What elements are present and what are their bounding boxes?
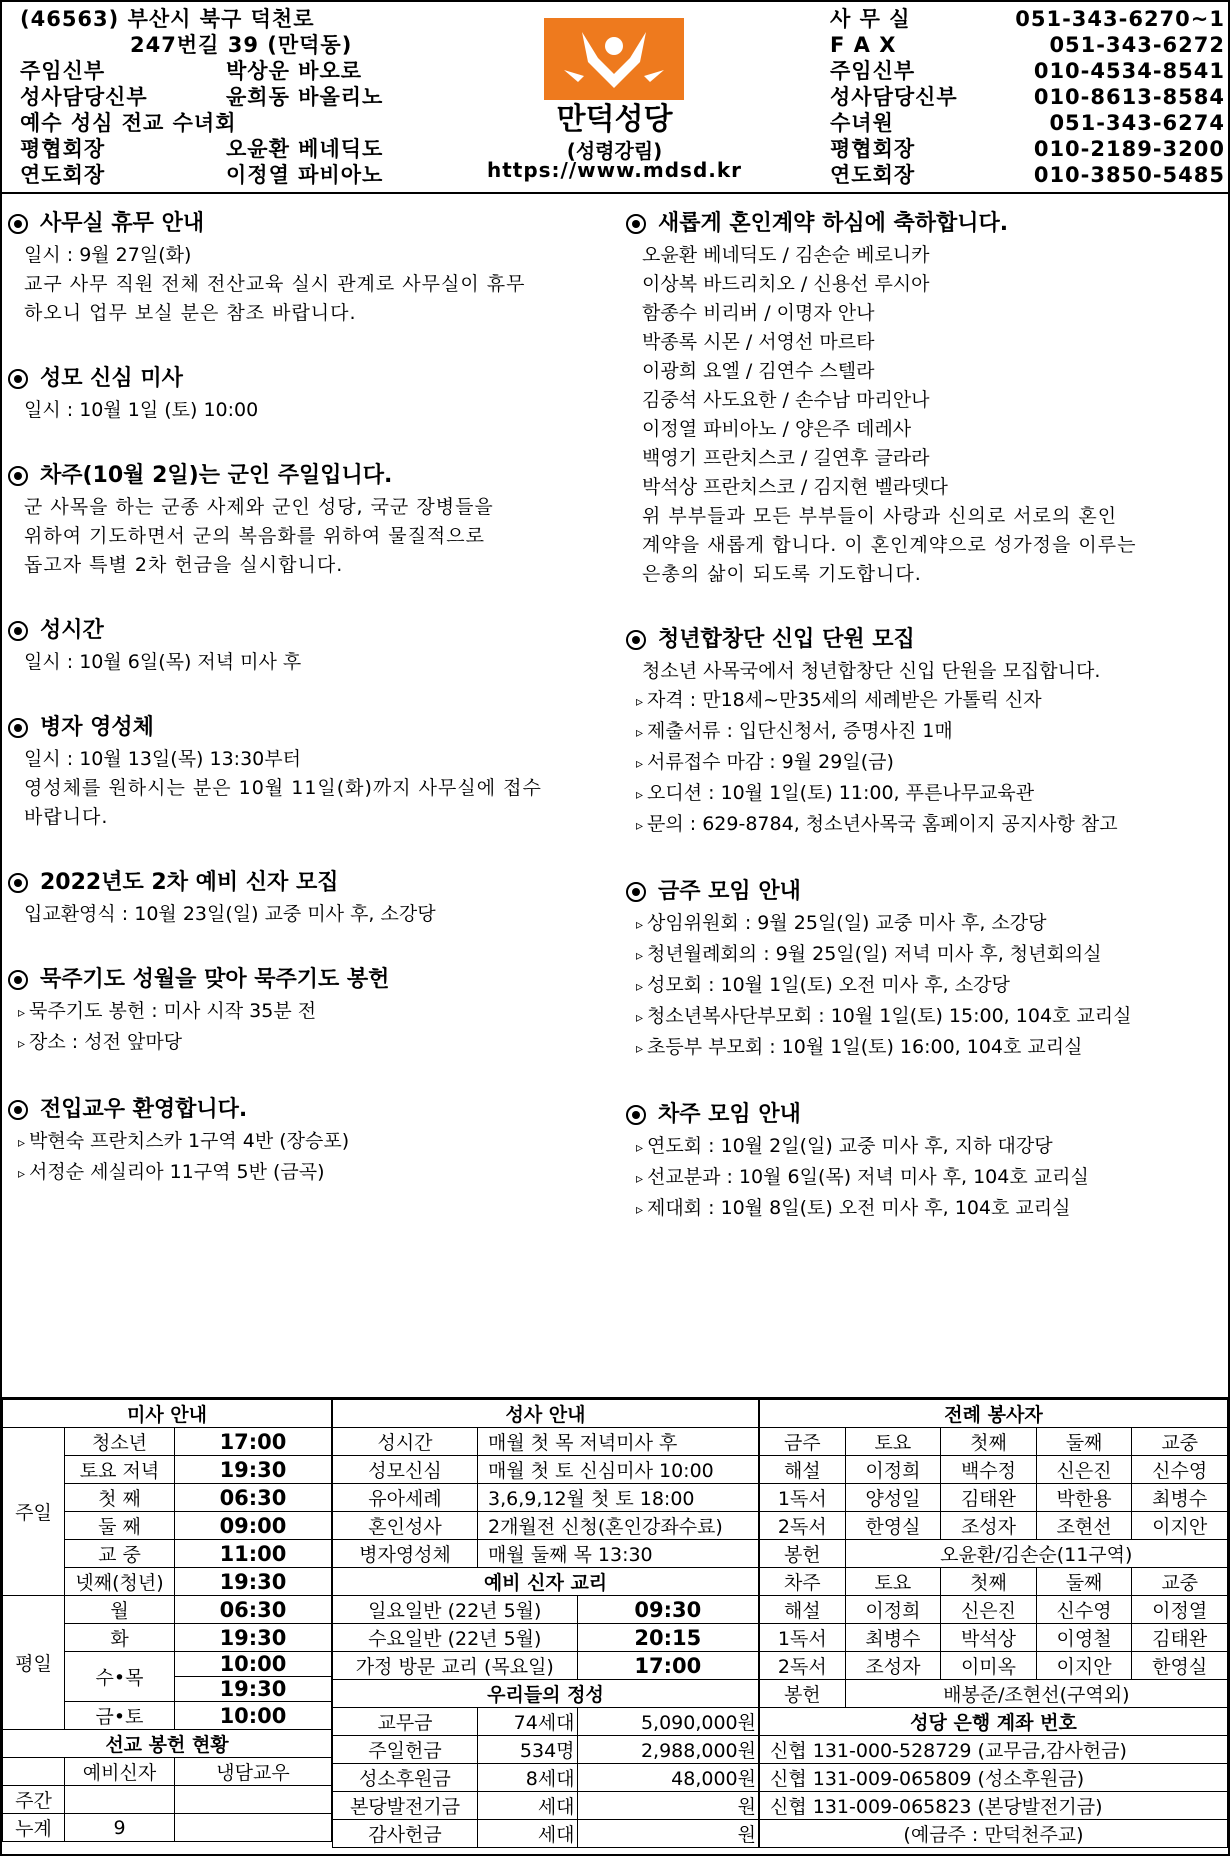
offering-title: 우리들의 정성: [333, 1680, 759, 1708]
notice-section: [8, 1093, 608, 1189]
notice-bullet-item: ▹ 장소 : 성전 앞마당: [8, 1028, 608, 1059]
liturgy-head: 차주: [760, 1568, 846, 1596]
catechism-time: 17:00: [577, 1652, 758, 1680]
empty-cell: [3, 1758, 65, 1786]
role-name: 윤희동 바올리노: [226, 85, 384, 109]
liturgy-head: 첫째: [941, 1428, 1037, 1456]
mission-head-row: [3, 1758, 332, 1786]
sacrament-detail: 매월 둘째 목 13:30: [478, 1540, 759, 1568]
offering-type: 교무금: [333, 1708, 478, 1736]
catechism-row: [333, 1596, 759, 1624]
liturgy-head: 토요: [845, 1568, 941, 1596]
notice-line: 청소년 사목국에서 청년합창단 신입 단원을 모집합니다.: [642, 660, 1101, 682]
mission-cell: [175, 1786, 332, 1814]
section-title: [8, 1093, 608, 1127]
bank-title-row: [760, 1708, 1228, 1736]
mass-day: 화: [65, 1624, 175, 1652]
contact-number: 051-343-6274: [1049, 111, 1225, 135]
bank-row: [760, 1736, 1228, 1764]
offering-amount: 원: [577, 1792, 758, 1820]
liturgy-head: 둘째: [1036, 1568, 1132, 1596]
lit-title-row: [760, 1400, 1228, 1428]
server-name: 2독서: [760, 1652, 846, 1680]
offering-count: 세대: [478, 1792, 578, 1820]
sacrament-title: 성사 안내: [333, 1400, 759, 1428]
notice-section: [626, 623, 1226, 841]
mass-time: 19:30: [175, 1677, 332, 1702]
server-name: 박석상: [941, 1624, 1037, 1652]
mass-time: 10:00: [175, 1652, 332, 1677]
server-name: 이미옥: [941, 1652, 1037, 1680]
bullet-circle-icon: [8, 873, 28, 893]
notice-bullet-item: ▹ 초등부 부모회 : 10월 1일(토) 16:00, 104호 교리실: [626, 1033, 1226, 1064]
sacrament-row: [333, 1540, 759, 1568]
lit-server-row: [760, 1596, 1228, 1624]
notice-section: [626, 875, 1226, 1064]
bank-row: [760, 1792, 1228, 1820]
offering-title-row: [333, 1680, 759, 1708]
mission-cell: [65, 1786, 175, 1814]
mass-day: 수•목: [65, 1652, 175, 1702]
weekday-label: 평일: [3, 1596, 65, 1730]
bulletin-header: [2, 2, 1228, 194]
mission-row: [3, 1786, 332, 1814]
server-name: 1독서: [760, 1484, 846, 1512]
server-name: 최병수: [1132, 1484, 1228, 1512]
section-title: [8, 459, 608, 493]
mission-row: [3, 1814, 332, 1842]
notice-line: 백영기 프란치스코 / 길연후 글라라: [642, 447, 930, 469]
catechism-time: 20:15: [577, 1624, 758, 1652]
mass-row: [3, 1596, 332, 1624]
role-name: 이정열 파비아노: [226, 163, 384, 187]
contact-number: 010-4534-8541: [1033, 59, 1225, 83]
section-title: [8, 362, 608, 396]
mass-time: 19:30: [175, 1568, 332, 1596]
notice-paragraph-line: 돕고자 특별 2차 헌금을 실시합니다.: [24, 554, 344, 576]
lit-server-row: [760, 1652, 1228, 1680]
bank-account: 신협 131-009-065809 (성소후원금): [760, 1764, 1228, 1792]
lit-offer-row: [760, 1540, 1228, 1568]
offer-label: 봉헌: [760, 1680, 846, 1708]
role-name: 오윤환 베네딕도: [226, 137, 384, 161]
mass-row: [3, 1428, 332, 1456]
bullet-circle-icon: [8, 718, 28, 738]
catechism-row: [333, 1624, 759, 1652]
notice-line: 오윤환 베네딕도 / 김손순 베로니카: [642, 244, 930, 266]
bank-row: [760, 1764, 1228, 1792]
dove-icon: [544, 18, 684, 100]
notice-bullet-item: ▹ 서정순 세실리아 11구역 5반 (금곡): [8, 1158, 608, 1189]
notice-line: 일시 : 9월 27일(화): [24, 244, 192, 266]
contact-number: 010-3850-5485: [1033, 163, 1225, 187]
role-label: 예수 성심 전교 수녀회: [20, 111, 237, 135]
mass-time: 09:00: [175, 1512, 332, 1540]
bullet-circle-icon: [626, 882, 646, 902]
church-subtitle: (성령강림): [566, 139, 663, 163]
notice-line: 박종록 시몬 / 서영선 마르타: [642, 331, 875, 353]
notice-section: [8, 362, 608, 425]
server-name: 이정열: [1132, 1596, 1228, 1624]
sacrament-row: [333, 1512, 759, 1540]
section-title-text: 성모 신심 미사: [40, 366, 183, 391]
header-contact-row: [830, 6, 1225, 32]
notice-bullet-item: ▹ 선교분과 : 10월 6일(목) 저녁 미사 후, 104호 교리실: [626, 1163, 1226, 1194]
mass-name: 교 중: [65, 1540, 175, 1568]
contact-label: 사 무 실: [830, 7, 911, 31]
notice-line: 일시 : 10월 13일(목) 13:30부터: [24, 748, 301, 770]
catechism-row: [333, 1652, 759, 1680]
notice-bullet-item: ▹ 문의 : 629-8784, 청소년사목국 홈페이지 공지사항 참고: [626, 810, 1226, 841]
server-name: 최병수: [845, 1624, 941, 1652]
contact-number: 010-8613-8584: [1033, 85, 1225, 109]
notice-paragraph-line: 계약을 새롭게 합니다. 이 혼인계약으로 성가정을 이루는: [642, 534, 1137, 556]
header-left-row: [20, 58, 460, 84]
sacrament-table: [332, 1399, 759, 1848]
header-contact-row: [830, 110, 1225, 136]
lit-head-row: [760, 1568, 1228, 1596]
notice-line: 이광희 요엘 / 김연수 스텔라: [642, 360, 875, 382]
server-name: 1독서: [760, 1624, 846, 1652]
notice-paragraph-line: 바랍니다.: [24, 806, 109, 828]
notice-bullet-item: ▹ 연도회 : 10월 2일(일) 교중 미사 후, 지하 대강당: [626, 1132, 1226, 1163]
server-name: 조현선: [1036, 1512, 1132, 1540]
notice-bullet-item: ▹ 서류접수 마감 : 9월 29일(금): [626, 748, 1226, 779]
mass-name: 첫 째: [65, 1484, 175, 1512]
section-title-text: 차주 모임 안내: [658, 1102, 801, 1127]
server-name: 2독서: [760, 1512, 846, 1540]
server-name: 한영실: [845, 1512, 941, 1540]
section-title-text: 묵주기도 성월을 맞아 묵주기도 봉헌: [40, 967, 390, 992]
notice-bullet-item: ▹ 자격 : 만18세~만35세의 세례받은 가톨릭 신자: [626, 686, 1226, 717]
offering-row: [333, 1764, 759, 1792]
mission-cell: 누계: [3, 1814, 65, 1842]
mass-name: 넷째(청년): [65, 1568, 175, 1596]
address-line-1: (46563) 부산시 북구 덕천로: [20, 7, 315, 31]
header-contact-row: [830, 136, 1225, 162]
sacrament-detail: 3,6,9,12월 첫 토 18:00: [478, 1484, 759, 1512]
church-logo: [544, 18, 684, 100]
server-name: 양성일: [845, 1484, 941, 1512]
section-title: [8, 711, 608, 745]
church-url-link[interactable]: https://www.mdsd.kr: [486, 158, 743, 182]
church-name: 만덕성당: [556, 102, 673, 137]
server-name: 백수정: [941, 1456, 1037, 1484]
liturgy-head: 첫째: [941, 1568, 1037, 1596]
notice-line: 이정열 파비아노 / 양은주 데레사: [642, 418, 912, 440]
header-left-row: [20, 136, 460, 162]
mass-title-row: [3, 1400, 332, 1428]
lit-head-row: [760, 1428, 1228, 1456]
mass-name: 둘 째: [65, 1512, 175, 1540]
section-title-text: 전입교우 환영합니다.: [40, 1097, 248, 1122]
header-contact-row: [830, 84, 1225, 110]
mission-cell: 9: [65, 1814, 175, 1842]
liturgy-head: 교중: [1132, 1428, 1228, 1456]
mission-title-row: [3, 1730, 332, 1758]
notice-line: 박석상 프란치스코 / 김지현 벨라뎃다: [642, 476, 948, 498]
mass-time: 17:00: [175, 1428, 332, 1456]
section-title-text: 차주(10월 2일)는 군인 주일입니다.: [40, 463, 393, 488]
contact-label: 평협회장: [830, 137, 916, 161]
notice-section: [8, 963, 608, 1059]
notice-line: 입교환영식 : 10월 23일(일) 교중 미사 후, 소강당: [24, 903, 436, 925]
notice-bullet-item: ▹ 제출서류 : 입단신청서, 증명사진 1매: [626, 717, 1226, 748]
contact-label: 수녀원: [830, 111, 894, 135]
sunday-label: 주일: [3, 1428, 65, 1596]
server-name: 조성자: [941, 1512, 1037, 1540]
notice-bullet-item: ▹ 제대회 : 10월 8일(토) 오전 미사 후, 104호 교리실: [626, 1194, 1226, 1225]
bank-account: 신협 131-000-528729 (교무금,감사헌금): [760, 1736, 1228, 1764]
section-title: [626, 875, 1226, 909]
mass-time: 10:00: [175, 1702, 332, 1730]
liturgy-title: 전례 봉사자: [760, 1400, 1228, 1428]
server-name: 김태완: [941, 1484, 1037, 1512]
server-name: 이지안: [1036, 1652, 1132, 1680]
notice-line: 김중석 사도요한 / 손수남 마리안나: [642, 389, 930, 411]
section-title-text: 금주 모임 안내: [658, 879, 801, 904]
section-title: [626, 1098, 1226, 1132]
mass-time: 19:30: [175, 1456, 332, 1484]
sacrament-row: [333, 1428, 759, 1456]
mission-head: 예비신자: [65, 1758, 175, 1786]
role-label: 평협회장: [20, 137, 106, 161]
bullet-circle-icon: [8, 970, 28, 990]
role-label: 성사담당신부: [20, 85, 148, 109]
section-title-text: 성시간: [40, 618, 104, 643]
sacrament-detail: 매월 첫 토 신심미사 10:00: [478, 1456, 759, 1484]
section-title-text: 새롭게 혼인계약 하심에 축하합니다.: [658, 211, 1009, 236]
offering-row: [333, 1820, 759, 1848]
notice-paragraph-line: 교구 사무 직원 전체 전산교육 실시 관계로 사무실이 휴무: [24, 273, 526, 295]
notice-bullet-item: ▹ 청년월례회의 : 9월 25일(일) 저녁 미사 후, 청년회의실: [626, 940, 1226, 971]
info-tables: [2, 1397, 1228, 1854]
address-line-2: 247번길 39 (만덕동): [130, 33, 353, 57]
bullet-circle-icon: [8, 621, 28, 641]
server-name: 조성자: [845, 1652, 941, 1680]
sacrament-name: 성모신심: [333, 1456, 478, 1484]
notice-section: [8, 207, 608, 328]
offering-count: 534명: [478, 1736, 578, 1764]
notice-paragraph-line: 하오니 업무 보실 분은 참조 바랍니다.: [24, 302, 357, 324]
header-left-row: [20, 110, 460, 136]
section-title: [626, 207, 1226, 241]
mission-cell: 주간: [3, 1786, 65, 1814]
bank-title: 성당 은행 계좌 번호: [760, 1708, 1228, 1736]
offer-servers: 오윤환/김손순(11구역): [845, 1540, 1227, 1568]
sacr-title-row: [333, 1400, 759, 1428]
section-title: [626, 623, 1226, 657]
offering-type: 본당발전기금: [333, 1792, 478, 1820]
mass-time: 19:30: [175, 1624, 332, 1652]
section-title-text: 2022년도 2차 예비 신자 모집: [40, 870, 339, 895]
section-title-text: 병자 영성체: [40, 715, 154, 740]
notice-bullet-item: ▹ 오디션 : 10월 1일(토) 11:00, 푸른나무교육관: [626, 779, 1226, 810]
notice-paragraph-line: 은총의 삶이 되도록 기도합니다.: [642, 563, 922, 585]
notice-paragraph-line: 군 사목을 하는 군종 사제와 군인 성당, 국군 장병들을: [24, 496, 494, 518]
sacrament-name: 병자영성체: [333, 1540, 478, 1568]
notice-bullet-item: ▹ 청소년복사단부모회 : 10월 1일(토) 15:00, 104호 교리실: [626, 1002, 1226, 1033]
header-right-contacts: [830, 6, 1225, 188]
server-name: 신은진: [941, 1596, 1037, 1624]
offering-row: [333, 1792, 759, 1820]
mission-title: 선교 봉헌 현황: [3, 1730, 332, 1758]
lit-offer-row: [760, 1680, 1228, 1708]
offering-amount: 2,988,000원: [577, 1736, 758, 1764]
header-left-info: [20, 6, 460, 188]
liturgy-head: 토요: [845, 1428, 941, 1456]
offering-count: 8세대: [478, 1764, 578, 1792]
bank-account: 신협 131-009-065823 (본당발전기금): [760, 1792, 1228, 1820]
contact-number: 010-2189-3200: [1033, 137, 1225, 161]
notice-line: 이상복 바드리치오 / 신용선 루시아: [642, 273, 930, 295]
sacrament-name: 혼인성사: [333, 1512, 478, 1540]
offering-type: 감사헌금: [333, 1820, 478, 1848]
lit-server-row: [760, 1456, 1228, 1484]
offer-label: 봉헌: [760, 1540, 846, 1568]
offering-count: 74세대: [478, 1708, 578, 1736]
notice-line: 일시 : 10월 1일 (토) 10:00: [24, 399, 259, 421]
bank-account: (예금주 : 만덕천주교): [760, 1820, 1228, 1848]
catechism-title: 예비 신자 교리: [333, 1568, 759, 1596]
server-name: 해설: [760, 1456, 846, 1484]
server-name: 신수영: [1036, 1596, 1132, 1624]
sacrament-detail: 매월 첫 목 저녁미사 후: [478, 1428, 759, 1456]
contact-label: F A X: [830, 33, 897, 57]
server-name: 이영철: [1036, 1624, 1132, 1652]
lit-server-row: [760, 1484, 1228, 1512]
sacrament-detail: 2개월전 신청(혼인강좌수료): [478, 1512, 759, 1540]
header-left-row: [20, 162, 460, 188]
sacrament-name: 성시간: [333, 1428, 478, 1456]
server-name: 이지안: [1132, 1512, 1228, 1540]
notice-paragraph-line: 위하여 기도하면서 군의 복음화를 위하여 물질적으로: [24, 525, 485, 547]
section-title-text: 청년합창단 신입 단원 모집: [658, 627, 915, 652]
mass-title: 미사 안내: [3, 1400, 332, 1428]
mission-head: 냉담교우: [175, 1758, 332, 1786]
offer-servers: 배봉준/조현선(구역외): [845, 1680, 1227, 1708]
sacrament-name: 유아세례: [333, 1484, 478, 1512]
mission-cell: [175, 1814, 332, 1842]
catechism-class: 수요일반 (22년 5월): [333, 1624, 578, 1652]
offering-row: [333, 1736, 759, 1764]
section-title: [8, 207, 608, 241]
server-name: 박한용: [1036, 1484, 1132, 1512]
header-contact-row: [830, 162, 1225, 188]
lit-server-row: [760, 1624, 1228, 1652]
right-notice-column: [626, 207, 1226, 1259]
notice-bullet-item: ▹ 상임위원회 : 9월 25일(일) 교중 미사 후, 소강당: [626, 909, 1226, 940]
bank-row: [760, 1820, 1228, 1848]
liturgy-head: 교중: [1132, 1568, 1228, 1596]
server-name: 해설: [760, 1596, 846, 1624]
section-title: [8, 963, 608, 997]
notice-bullet-item: ▹ 성모회 : 10월 1일(토) 오전 미사 후, 소강당: [626, 971, 1226, 1002]
contact-number: 051-343-6270~1: [1015, 7, 1225, 31]
notice-line: 일시 : 10월 6일(목) 저녁 미사 후: [24, 651, 302, 673]
server-name: 이정희: [845, 1456, 941, 1484]
bullet-circle-icon: [626, 1105, 646, 1125]
bullet-circle-icon: [8, 1100, 28, 1120]
notice-section: [8, 614, 608, 677]
offering-amount: 48,000원: [577, 1764, 758, 1792]
contact-label: 주임신부: [830, 59, 916, 83]
notice-section: [8, 866, 608, 929]
role-name: 박상운 바오로: [226, 59, 363, 83]
offering-type: 주일헌금: [333, 1736, 478, 1764]
role-name: [226, 110, 460, 136]
mass-day: 금•토: [65, 1702, 175, 1730]
header-left-row: [20, 84, 460, 110]
catechism-class: 일요일반 (22년 5월): [333, 1596, 578, 1624]
section-title: [8, 614, 608, 648]
offering-count: 세대: [478, 1820, 578, 1848]
liturgy-head: 둘째: [1036, 1428, 1132, 1456]
mass-name: 토요 저녁: [65, 1456, 175, 1484]
liturgy-head: 금주: [760, 1428, 846, 1456]
contact-label: 연도회장: [830, 163, 916, 187]
server-name: 신은진: [1036, 1456, 1132, 1484]
notice-line: 함종수 비리버 / 이명자 안나: [642, 302, 875, 324]
bullet-circle-icon: [626, 630, 646, 650]
offering-type: 성소후원금: [333, 1764, 478, 1792]
section-title: [8, 866, 608, 900]
role-label: 주임신부: [20, 59, 106, 83]
offering-row: [333, 1708, 759, 1736]
notice-section: [626, 207, 1226, 589]
contact-number: 051-343-6272: [1049, 33, 1225, 57]
mass-time: 06:30: [175, 1596, 332, 1624]
sacrament-row: [333, 1484, 759, 1512]
catechism-class: 가정 방문 교리 (목요일): [333, 1652, 578, 1680]
liturgy-servers-table: [759, 1399, 1228, 1848]
catechism-time: 09:30: [577, 1596, 758, 1624]
contact-label: 성사담당신부: [830, 85, 958, 109]
bullet-circle-icon: [8, 369, 28, 389]
notice-paragraph-line: 위 부부들과 모든 부부들이 사랑과 신의로 서로의 혼인: [642, 505, 1118, 527]
bullet-circle-icon: [8, 466, 28, 486]
server-name: 이정희: [845, 1596, 941, 1624]
notice-section: [8, 711, 608, 832]
offering-amount: 5,090,000원: [577, 1708, 758, 1736]
mass-name: 청소년: [65, 1428, 175, 1456]
mass-schedule-table: [2, 1399, 332, 1842]
mass-time: 06:30: [175, 1484, 332, 1512]
notice-section: [8, 459, 608, 580]
header-contact-row: [830, 58, 1225, 84]
section-title-text: 사무실 휴무 안내: [40, 211, 205, 236]
notice-paragraph-line: 영성체를 원하시는 분은 10월 11일(화)까지 사무실에 접수: [24, 777, 542, 799]
catechism-title-row: [333, 1568, 759, 1596]
lit-server-row: [760, 1512, 1228, 1540]
bullet-circle-icon: [8, 214, 28, 234]
server-name: 신수영: [1132, 1456, 1228, 1484]
header-contact-row: [830, 32, 1225, 58]
mass-time: 11:00: [175, 1540, 332, 1568]
notice-bullet-item: ▹ 묵주기도 봉헌 : 미사 시작 35분 전: [8, 997, 608, 1028]
server-name: 김태완: [1132, 1624, 1228, 1652]
left-notice-column: [8, 207, 608, 1223]
server-name: 한영실: [1132, 1652, 1228, 1680]
role-label: 연도회장: [20, 163, 106, 187]
mass-day: 월: [65, 1596, 175, 1624]
bullet-circle-icon: [626, 214, 646, 234]
notice-section: [626, 1098, 1226, 1225]
sacrament-row: [333, 1456, 759, 1484]
notice-bullet-item: ▹ 박현숙 프란치스카 1구역 4반 (장승포): [8, 1127, 608, 1158]
offering-amount: 원: [577, 1820, 758, 1848]
